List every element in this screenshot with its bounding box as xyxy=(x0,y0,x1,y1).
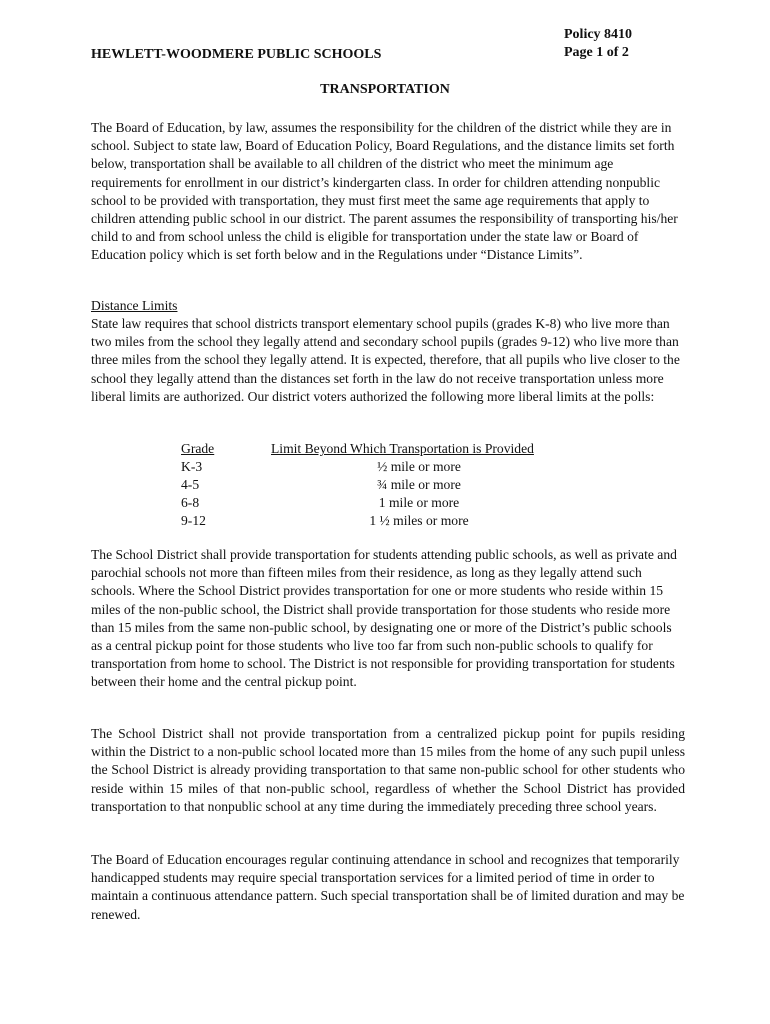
limits-table xyxy=(181,440,567,530)
grade-cell: 4-5 xyxy=(181,477,200,492)
table-row xyxy=(181,512,567,530)
limit-cell: ½ mile or more xyxy=(377,459,461,474)
grade-cell: 6-8 xyxy=(181,495,200,510)
central-pickup-paragraph: The School District shall not provide transportation from a centralized pickup point for pupils residing within the District to a non-public school located more than 15 miles from the home of any such pupil unless the School District is already providing transportation to that same non-public school for other students who reside within 15 miles of that non-public school, regardless of whether the School District has provided transportation to that nonpublic school at any time during the immediately preceding three school years. xyxy=(91,726,685,814)
table-row xyxy=(181,476,567,494)
table-row xyxy=(181,494,567,512)
table-header-row xyxy=(181,440,567,458)
policy-number: Policy 8410 xyxy=(564,27,633,42)
distance-limits-heading: Distance Limits xyxy=(91,298,178,313)
district-name: HEWLETT-WOODMERE PUBLIC SCHOOLS xyxy=(91,47,382,62)
page-indicator: Page 1 of 2 xyxy=(564,45,629,60)
limit-cell: ¾ mile or more xyxy=(377,477,461,492)
limit-cell: 1 ½ miles or more xyxy=(369,513,469,528)
distance-limits-paragraph: State law requires that school districts transport elementary school pupils (grades K-8) who live more than two miles from the school they legally attend and secondary school pupils (grades 9-12) who live more than three miles from the school they legally attend. It is expected, therefore, that all pupils who live closer to the school they legally attend than the distances set forth in the law do not receive transportation unless more liberal limits are authorized. Our district voters authorized the following more liberal limits at the polls: xyxy=(91,316,680,404)
page-title: TRANSPORTATION xyxy=(320,82,450,97)
intro-paragraph: The Board of Education, by law, assumes the responsibility for the children of the district while they are in school. Subject to state law, Board of Education Policy, Board Regulations, and the distance limits set forth below, transportation shall be available to all children of the district who meet the minimum age requirements for enrollment in our district’s kindergarten class. In order for children attending nonpublic school to be provided with transportation, they must first meet the same age requirements that apply to children attending public school in our district. The parent assumes the responsibility of transporting his/her child to and from school unless the child is eligible for transportation under the state law or Board of Education policy which is set forth below and in the Regulations under “Distance Limits”. xyxy=(91,120,678,263)
grade-cell: K-3 xyxy=(181,459,203,474)
private-schools-paragraph: The School District shall provide transportation for students attending public schools, as well as private and parochial schools not more than fifteen miles from their residence, as long as they legally attend such schools. Where the School District provides transportation for one or more students who reside within 15 miles of the non-public school, the District shall provide transportation for those students who reside more than 15 miles from the same non-public school, by designating one or more of the District’s public schools as a central pickup point for those students who live too far from such non-public schools to qualify for transportation from home to school. The District is not responsible for providing transportation for students between their home and the central pickup point. xyxy=(91,547,677,690)
grade-column-header: Grade xyxy=(181,441,215,456)
grade-cell: 9-12 xyxy=(181,513,206,528)
special-transport-paragraph: The Board of Education encourages regular continuing attendance in school and recognizes that temporarily handicapped students may require special transportation services for a limited period of time in order to maintain a continuous attendance pattern. Such special transportation shall be of limited duration and may be renewed. xyxy=(91,852,685,922)
table-row xyxy=(181,458,567,476)
limit-column-header: Limit Beyond Which Transportation is Provided xyxy=(271,441,534,456)
policy-info xyxy=(564,26,632,62)
limit-cell: 1 mile or more xyxy=(378,495,460,510)
